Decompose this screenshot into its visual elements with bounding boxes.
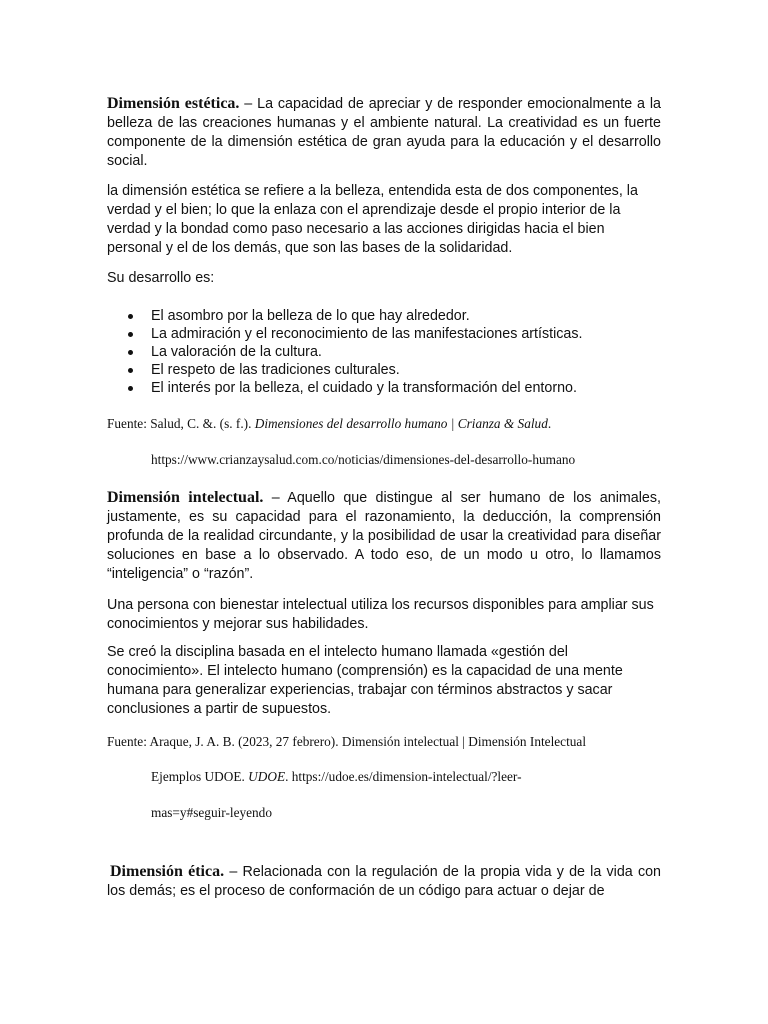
estetica-paragraph-2: la dimensión estética se refiere a la belleza, entendida esta de dos componentes, la verdad y el bien; lo que la enlaza con el aprendizaje desde el propio interior de la verdad y la bondad como paso necesario a las acciones dirigidas hacia el bien personal y el de los demás, que son las bases de la solidaridad.	[107, 183, 638, 256]
estetica-intro-text: – La capacidad de apreciar y de responder emocionalmente a la belleza de las creaciones humanas y el ambiente natural. La creatividad es un fuerte componente de la dimensión estética de gran ayuda para la educación y el desarrollo social.	[107, 96, 661, 169]
intelectual-paragraph-3: Se creó la disciplina basada en el intelecto humano llamada «gestión del conocimiento». El intelecto humano (comprensión) es la capacidad de una mente humana para generalizar experiencias, trabajar con términos abstractos y sacar conclusiones a partir de supuestos.	[107, 644, 623, 717]
estetica-source-url: https://www.crianzaysalud.com.co/noticias/dimensiones-del-desarrollo-humano	[151, 452, 576, 467]
intelectual-source-line-2: Ejemplos UDOE. UDOE. https://udoe.es/dimension-intelectual/?leer-	[151, 769, 522, 784]
list-item: La valoración de la cultura.	[107, 343, 667, 361]
etica-intro-text: – Relacionada con la regulación de la propia vida y de la vida con los demás; es el proceso de conformación de un código para actuar o dejar de	[107, 864, 661, 899]
list-item: El respeto de las tradiciones culturales.	[107, 361, 667, 379]
bullet-icon	[128, 314, 133, 319]
bullet-icon	[128, 350, 133, 355]
list-item: El interés por la belleza, el cuidado y la transformación del entorno.	[107, 379, 667, 397]
intelectual-source-line-1: Fuente: Araque, J. A. B. (2023, 27 febrero). Dimensión intelectual | Dimensión Intelectual	[107, 734, 587, 749]
estetica-bullet-list	[107, 307, 667, 397]
intelectual-heading: Dimensión intelectual.	[107, 489, 264, 506]
etica-intro-paragraph	[107, 862, 661, 901]
etica-heading: Dimensión ética.	[110, 863, 225, 880]
intelectual-intro-text: – Aquello que distingue al ser humano de los animales, justamente, es su capacidad para el razonamiento, la deducción, la comprensión profunda de la realidad circundante, y la posibilidad de usar la creatividad para diseñar soluciones en base a lo observado. A todo eso, de un modo u otro, lo llamamos “inteligencia” o “razón”.	[107, 490, 661, 582]
intelectual-intro-paragraph	[107, 488, 661, 584]
estetica-source-title: Dimensiones del desarrollo humano | Crianza & Salud	[254, 416, 548, 431]
intelectual-source-line-3: mas=y#seguir-leyendo	[151, 805, 272, 820]
bullet-icon	[128, 386, 133, 391]
estetica-intro-paragraph	[107, 94, 661, 171]
bullet-icon	[128, 368, 133, 373]
list-item: El asombro por la belleza de lo que hay alrededor.	[107, 307, 667, 325]
bullet-icon	[128, 332, 133, 337]
intelectual-paragraph-2: Una persona con bienestar intelectual utiliza los recursos disponibles para ampliar sus conocimientos y mejorar sus habilidades.	[107, 597, 654, 632]
list-item: La admiración y el reconocimiento de las manifestaciones artísticas.	[107, 325, 667, 343]
estetica-list-intro: Su desarrollo es:	[107, 270, 215, 286]
estetica-source: Fuente: Salud, C. &. (s. f.). Dimensiones del desarrollo humano | Crianza & Salud.	[107, 416, 552, 431]
estetica-heading: Dimensión estética.	[107, 95, 240, 112]
